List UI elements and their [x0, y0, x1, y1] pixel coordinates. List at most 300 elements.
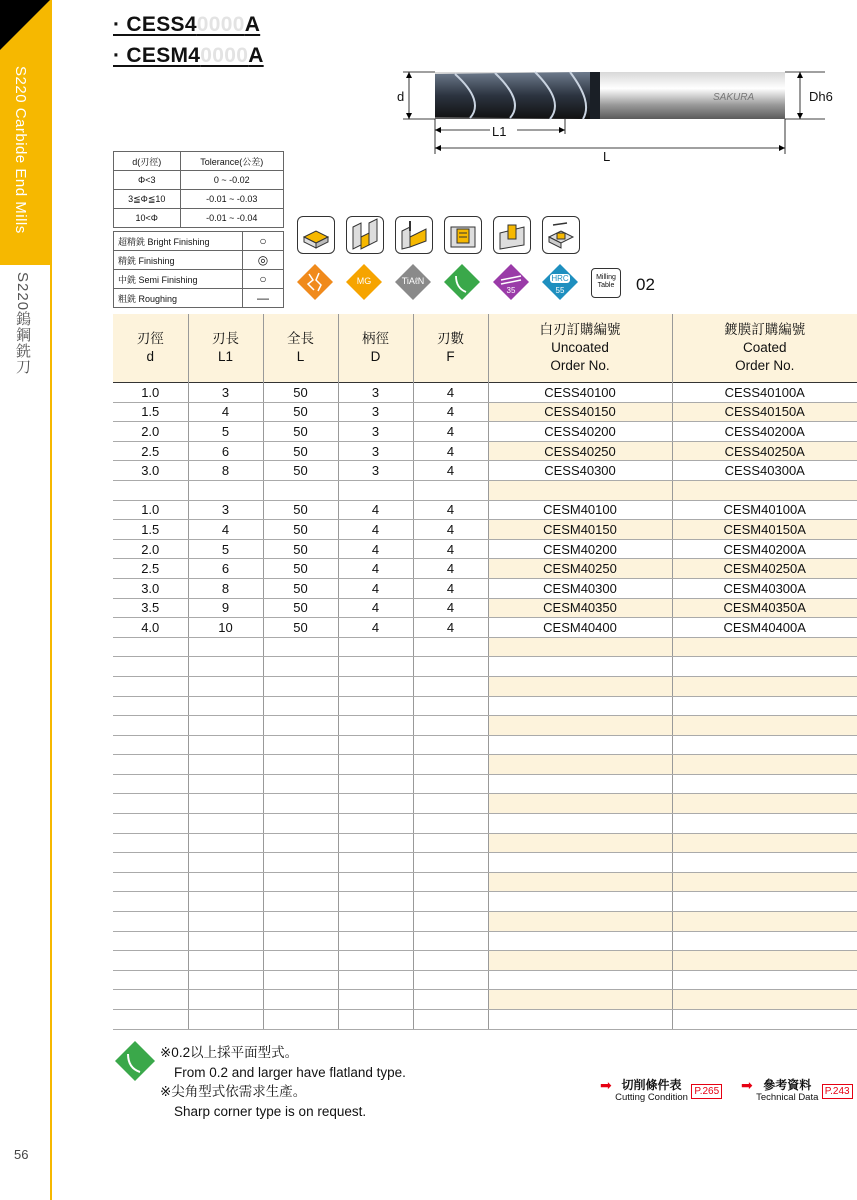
table-cell: [413, 853, 488, 873]
ramping-icon: [542, 216, 580, 254]
pocket-milling-icon: [444, 216, 482, 254]
table-cell: [338, 676, 413, 696]
table-row: [113, 539, 857, 559]
table-cell: [338, 970, 413, 990]
table-cell: [263, 951, 338, 971]
table-cell: CESM40200A: [672, 539, 857, 559]
table-cell: CESM40200: [488, 539, 672, 559]
table-cell: CESS40300: [488, 461, 672, 481]
table-cell: CESS40100A: [672, 383, 857, 403]
table-cell: 50: [263, 559, 338, 579]
arrow-right-icon: ➡: [741, 1077, 753, 1093]
table-cell: [672, 912, 857, 932]
table-cell: [338, 1010, 413, 1030]
table-cell: 3: [338, 422, 413, 442]
title-prefix: · CESS4: [113, 13, 197, 36]
table-cell: [263, 716, 338, 736]
table-cell: [188, 892, 263, 912]
table-cell: [672, 814, 857, 834]
table-row: [113, 833, 857, 853]
table-cell: [263, 1010, 338, 1030]
table-cell: [113, 794, 188, 814]
table-cell: [113, 1010, 188, 1030]
tialn-label: TiAℓN: [401, 276, 425, 286]
title-ghost: 0000: [200, 44, 249, 67]
hrc-badge: [542, 264, 578, 300]
table-cell: [113, 931, 188, 951]
table-cell: [338, 696, 413, 716]
table-cell: 3: [188, 383, 263, 403]
table-cell: [413, 833, 488, 853]
slot-milling-icon: [346, 216, 384, 254]
table-cell: [338, 637, 413, 657]
dim-l1: L1: [492, 124, 507, 139]
table-row: [113, 441, 857, 461]
table-row: [113, 794, 857, 814]
table-cell: [488, 872, 672, 892]
table-cell: CESM40100A: [672, 500, 857, 520]
table-cell: [113, 676, 188, 696]
table-cell: 9: [188, 598, 263, 618]
table-row: [113, 461, 857, 481]
table-row: [113, 1010, 857, 1030]
table-cell: CESM40350A: [672, 598, 857, 618]
table-cell: [188, 833, 263, 853]
table-cell: 50: [263, 441, 338, 461]
title-cesm: [113, 44, 264, 68]
title-prefix: · CESM4: [113, 44, 201, 67]
tol-cell: 0 ~ -0.02: [180, 171, 284, 190]
table-row: [113, 872, 857, 892]
table-cell: [672, 676, 857, 696]
table-row: [113, 696, 857, 716]
tol-cell: -0.01 ~ -0.04: [180, 209, 284, 228]
ref-en: Technical Data: [756, 1092, 819, 1103]
table-cell: [488, 1010, 672, 1030]
table-cell: [263, 755, 338, 775]
table-cell: 5: [188, 422, 263, 442]
table-cell: 50: [263, 520, 338, 540]
table-cell: [188, 872, 263, 892]
finishing-table: [113, 231, 284, 308]
table-cell: 3: [338, 441, 413, 461]
table-cell: [338, 931, 413, 951]
table-row: [113, 618, 857, 638]
table-cell: [488, 814, 672, 834]
table-cell: [338, 833, 413, 853]
tool-logo: SAKURA: [713, 92, 755, 103]
table-cell: CESM40400A: [672, 618, 857, 638]
table-row: [113, 480, 857, 500]
table-cell: 50: [263, 578, 338, 598]
table-cell: 50: [263, 598, 338, 618]
table-cell: 3: [338, 402, 413, 422]
table-cell: [488, 951, 672, 971]
table-cell: 4: [413, 520, 488, 540]
table-cell: [672, 853, 857, 873]
table-row: [113, 598, 857, 618]
table-cell: 4: [413, 441, 488, 461]
table-cell: [263, 833, 338, 853]
tol-cell: -0.01 ~ -0.03: [180, 190, 284, 209]
table-cell: [488, 833, 672, 853]
fin-label: 中銑 Semi Finishing: [114, 270, 243, 289]
fin-label: 精銑 Finishing: [114, 251, 243, 270]
table-cell: [263, 853, 338, 873]
table-row: [113, 814, 857, 834]
table-cell: [672, 716, 857, 736]
table-label: Table: [597, 282, 615, 289]
table-cell: [488, 794, 672, 814]
table-cell: 4: [413, 618, 488, 638]
table-cell: [188, 735, 263, 755]
face-milling-icon: [297, 216, 335, 254]
table-cell: 4.0: [113, 618, 188, 638]
arrow-right-icon: ➡: [600, 1077, 612, 1093]
table-cell: CESM40350: [488, 598, 672, 618]
table-cell: CESM40250: [488, 559, 672, 579]
table-cell: [113, 637, 188, 657]
dim-dh6: Dh6: [809, 89, 833, 104]
table-cell: [263, 480, 338, 500]
table-cell: 1.5: [113, 520, 188, 540]
table-row: [113, 676, 857, 696]
table-cell: [413, 814, 488, 834]
col-header-l1: 刃長 L1: [188, 314, 263, 383]
tol-header: d(刃徑): [114, 152, 181, 171]
ref-en: Cutting Condition: [615, 1092, 688, 1103]
table-cell: [488, 716, 672, 736]
table-cell: [113, 774, 188, 794]
table-cell: [188, 676, 263, 696]
table-cell: [338, 872, 413, 892]
table-cell: CESS40150A: [672, 402, 857, 422]
notes: [160, 1043, 406, 1121]
table-cell: 4: [413, 598, 488, 618]
table-cell: [263, 774, 338, 794]
table-cell: 4: [338, 539, 413, 559]
mg-badge: [346, 264, 382, 300]
table-row: [113, 657, 857, 677]
table-cell: [188, 951, 263, 971]
table-cell: [488, 755, 672, 775]
note-1-zh: ※0.2以上採平面型式。: [160, 1045, 299, 1060]
table-cell: [188, 990, 263, 1010]
col-header-shank: 柄徑 D: [338, 314, 413, 383]
table-cell: [188, 696, 263, 716]
table-cell: [263, 814, 338, 834]
table-cell: [413, 637, 488, 657]
table-cell: [338, 853, 413, 873]
table-cell: [188, 480, 263, 500]
table-cell: [413, 931, 488, 951]
title-suffix: A: [248, 44, 264, 67]
tol-cell: 3≦Φ≦10: [114, 190, 181, 209]
ref-page: P.265: [691, 1084, 722, 1099]
page-number: 56: [14, 1147, 29, 1162]
section-tab-label: S220 Carbide End Mills: [12, 66, 29, 234]
table-cell: [413, 970, 488, 990]
table-cell: 4: [338, 618, 413, 638]
table-cell: [672, 480, 857, 500]
table-cell: [413, 892, 488, 912]
table-cell: [188, 774, 263, 794]
table-cell: [413, 696, 488, 716]
table-cell: CESS40250A: [672, 441, 857, 461]
table-cell: [188, 716, 263, 736]
table-cell: 4: [413, 422, 488, 442]
table-cell: 50: [263, 383, 338, 403]
fin-mark: ○: [243, 270, 284, 289]
table-row: [113, 402, 857, 422]
table-cell: CESM40150: [488, 520, 672, 540]
table-cell: [338, 912, 413, 932]
table-cell: [113, 814, 188, 834]
table-cell: [338, 990, 413, 1010]
table-cell: [263, 676, 338, 696]
table-cell: [413, 912, 488, 932]
table-cell: [338, 774, 413, 794]
table-cell: CESS40200A: [672, 422, 857, 442]
table-cell: CESS40100: [488, 383, 672, 403]
table-cell: 4: [338, 500, 413, 520]
note-2-zh: ※尖角型式依需求生產。: [160, 1084, 307, 1099]
table-cell: [672, 892, 857, 912]
table-cell: CESS40200: [488, 422, 672, 442]
flat-end-icon: [444, 264, 480, 300]
table-cell: [338, 480, 413, 500]
tolerance-table: [113, 151, 284, 228]
table-cell: 8: [188, 461, 263, 481]
table-cell: CESM40300A: [672, 578, 857, 598]
table-cell: [488, 774, 672, 794]
table-cell: 4: [338, 559, 413, 579]
col-header-d: 刃徑 d: [113, 314, 188, 383]
flat-end-note-icon: [115, 1041, 155, 1086]
table-cell: [113, 853, 188, 873]
table-cell: 1.5: [113, 402, 188, 422]
table-cell: [188, 931, 263, 951]
table-cell: 5: [188, 539, 263, 559]
table-cell: [413, 990, 488, 1010]
title-suffix: A: [244, 13, 261, 36]
table-cell: [113, 735, 188, 755]
table-cell: [338, 716, 413, 736]
table-cell: [113, 755, 188, 775]
table-cell: [413, 755, 488, 775]
milling-table-number: 02: [636, 275, 655, 294]
table-cell: [113, 657, 188, 677]
tab-corner: [0, 0, 50, 50]
technical-data-link[interactable]: [741, 1077, 853, 1103]
side-milling-icon: [395, 216, 433, 254]
col-header-flutes: 刃數 F: [413, 314, 488, 383]
table-cell: [338, 951, 413, 971]
helix-angle-badge: [493, 264, 529, 300]
table-cell: [413, 735, 488, 755]
fin-mark: —: [243, 289, 284, 308]
table-cell: [672, 755, 857, 775]
table-cell: [188, 794, 263, 814]
table-row: [113, 931, 857, 951]
table-cell: [672, 637, 857, 657]
table-cell: CESS40250: [488, 441, 672, 461]
table-cell: CESM40100: [488, 500, 672, 520]
step-milling-icon: [493, 216, 531, 254]
table-row: [113, 520, 857, 540]
end-mill-drawing: [395, 62, 855, 172]
table-cell: [188, 657, 263, 677]
table-cell: [113, 970, 188, 990]
table-cell: 4: [413, 383, 488, 403]
table-cell: [188, 970, 263, 990]
table-cell: [113, 872, 188, 892]
table-row: [113, 383, 857, 403]
table-row: [113, 853, 857, 873]
section-tab[interactable]: [0, 0, 50, 265]
table-cell: [338, 814, 413, 834]
table-cell: [188, 853, 263, 873]
ref-page: P.243: [822, 1084, 853, 1099]
table-cell: [263, 735, 338, 755]
fin-label: 粗銑 Roughing: [114, 289, 243, 308]
table-cell: 50: [263, 539, 338, 559]
col-header-uncoated: 白刃訂購編號 Uncoated Order No.: [488, 314, 672, 383]
table-cell: [488, 853, 672, 873]
table-cell: [672, 970, 857, 990]
note-2-en: Sharp corner type is on request.: [174, 1103, 367, 1119]
table-cell: [113, 951, 188, 971]
table-cell: 1.0: [113, 500, 188, 520]
table-cell: [413, 774, 488, 794]
table-cell: [113, 696, 188, 716]
table-cell: [488, 735, 672, 755]
table-cell: [338, 755, 413, 775]
table-cell: 6: [188, 559, 263, 579]
table-cell: [263, 990, 338, 1010]
table-cell: [263, 872, 338, 892]
ref-zh: 切削條件表: [621, 1078, 682, 1092]
table-cell: [263, 794, 338, 814]
table-row: [113, 716, 857, 736]
fin-mark: ◎: [243, 251, 284, 270]
table-cell: [263, 931, 338, 951]
table-cell: [672, 657, 857, 677]
tol-cell: Φ<3: [114, 171, 181, 190]
table-cell: [188, 814, 263, 834]
milling-table-icon[interactable]: [591, 268, 621, 298]
table-cell: 4: [338, 598, 413, 618]
col-header-coated: 鍍膜訂購編號 Coated Order No.: [672, 314, 857, 383]
table-cell: CESM40150A: [672, 520, 857, 540]
table-cell: [263, 657, 338, 677]
table-cell: [188, 637, 263, 657]
dim-d: d: [397, 89, 405, 104]
table-cell: 50: [263, 500, 338, 520]
helix-label: 35: [506, 286, 516, 295]
table-cell: 3.0: [113, 578, 188, 598]
ref-zh: 參考資料: [763, 1078, 812, 1092]
table-row: [113, 755, 857, 775]
table-cell: 4: [338, 578, 413, 598]
title-cess: [113, 13, 260, 37]
table-row: [113, 735, 857, 755]
table-cell: [413, 951, 488, 971]
product-table: [113, 314, 857, 1030]
table-cell: 4: [413, 539, 488, 559]
table-cell: [188, 912, 263, 932]
table-row: [113, 892, 857, 912]
table-cell: [113, 912, 188, 932]
table-cell: [488, 637, 672, 657]
table-cell: CESM40400: [488, 618, 672, 638]
table-cell: [672, 735, 857, 755]
table-row: [113, 559, 857, 579]
table-cell: 4: [188, 520, 263, 540]
table-cell: 4: [338, 520, 413, 540]
table-cell: CESS40150: [488, 402, 672, 422]
table-cell: [672, 1010, 857, 1030]
title-ghost: 0000: [196, 13, 245, 36]
table-cell: 10: [188, 618, 263, 638]
cutting-condition-link[interactable]: [600, 1077, 722, 1103]
table-cell: 3: [188, 500, 263, 520]
table-cell: [338, 892, 413, 912]
table-cell: [188, 755, 263, 775]
table-cell: [338, 794, 413, 814]
table-cell: 3.0: [113, 461, 188, 481]
table-row: [113, 578, 857, 598]
table-cell: [263, 892, 338, 912]
mg-label: MG: [356, 276, 372, 286]
table-cell: 2.0: [113, 539, 188, 559]
table-cell: [263, 912, 338, 932]
col-header-l: 全長 L: [263, 314, 338, 383]
table-cell: 4: [188, 402, 263, 422]
table-cell: [488, 696, 672, 716]
table-cell: [488, 892, 672, 912]
table-cell: [113, 892, 188, 912]
table-cell: 4: [413, 559, 488, 579]
table-cell: [672, 951, 857, 971]
table-cell: [672, 990, 857, 1010]
table-cell: [263, 970, 338, 990]
table-cell: [672, 794, 857, 814]
table-cell: [413, 480, 488, 500]
table-row: [113, 500, 857, 520]
carbide-material-icon: [297, 264, 333, 300]
table-cell: 8: [188, 578, 263, 598]
table-cell: [672, 931, 857, 951]
table-cell: [672, 872, 857, 892]
table-cell: [113, 480, 188, 500]
table-cell: 2.0: [113, 422, 188, 442]
table-cell: 50: [263, 402, 338, 422]
tol-cell: 10<Φ: [114, 209, 181, 228]
table-row: [113, 990, 857, 1010]
table-row: [113, 951, 857, 971]
hrc-value: 55: [555, 286, 565, 295]
table-cell: [672, 833, 857, 853]
table-cell: [488, 676, 672, 696]
table-cell: [338, 657, 413, 677]
table-cell: [488, 657, 672, 677]
milling-label: Milling: [596, 274, 616, 281]
table-cell: 50: [263, 461, 338, 481]
table-cell: [488, 912, 672, 932]
table-row: [113, 970, 857, 990]
table-row: [113, 912, 857, 932]
